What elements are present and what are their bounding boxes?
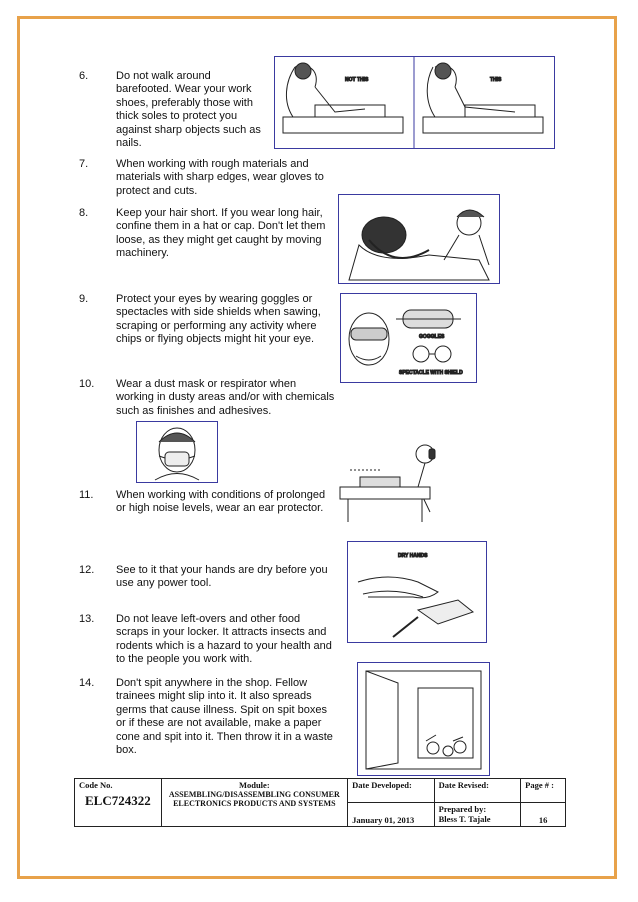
not-this-label: NOT THIS	[345, 77, 369, 83]
item-number: 9.	[79, 293, 89, 305]
ear-protector-illustration	[330, 432, 468, 524]
item-line: Do not walk around	[116, 70, 211, 82]
page-label: Page # :	[525, 780, 554, 790]
page-value: 16	[538, 815, 548, 825]
item-line: Wear a dust mask or respirator when	[116, 378, 297, 390]
item-number: 13.	[79, 613, 95, 625]
dry-hands-label: DRY HANDS	[398, 553, 428, 559]
item-line: Do not leave left-overs and other food	[116, 613, 301, 625]
module-cell	[161, 779, 348, 827]
item-line: working in dusty areas and/or with chemicals	[116, 391, 335, 404]
item-line: protect and cuts.	[116, 184, 198, 197]
item-line: box.	[116, 744, 137, 757]
item-number: 7.	[79, 158, 89, 170]
item-line: When working with rough materials and	[116, 158, 309, 170]
item-number: 14.	[79, 677, 95, 689]
item-line: nails.	[116, 137, 142, 150]
locker-illustration	[357, 662, 490, 776]
item-number: 11.	[79, 489, 94, 501]
item-line: use any power tool.	[116, 577, 212, 590]
spectacle-label: SPECTACLE WITH SHIELD	[399, 370, 463, 376]
date-developed-value: January 01, 2013	[352, 815, 415, 825]
item-line: scraps in your locker. It attracts insects and	[116, 626, 327, 639]
module-label: Module:	[238, 780, 270, 790]
item-line: trainees might slip into it. It also spreads	[116, 690, 312, 703]
item-line: materials with sharp edges, wear gloves to	[116, 171, 324, 184]
goggles-illustration	[340, 293, 477, 383]
code-value: ELC724322	[85, 793, 151, 808]
item-line: See to it that your hands are dry before you	[116, 564, 328, 576]
item-line: to the people you work with.	[116, 653, 253, 666]
item-line: chips or flying objects might hit your eye.	[116, 333, 315, 346]
item-line: or high noise levels, wear an ear protector.	[116, 502, 324, 515]
item-line: rodents which is a hazard to your health and	[116, 639, 332, 652]
date-revised-cell	[434, 779, 521, 803]
item-line: Don't spit anywhere in the shop. Fellow	[116, 677, 308, 689]
dry-hands-illustration	[347, 541, 487, 643]
item-line: barefooted. Wear your work	[116, 83, 252, 96]
item-line: or if these are not available, make a paper	[116, 717, 322, 730]
date-developed-label: Date Developed:	[352, 780, 412, 790]
item-line: Protect your eyes by wearing goggles or	[116, 293, 313, 305]
date-revised-label: Date Revised:	[438, 780, 489, 790]
prepared-by-label: Prepared by:	[438, 804, 487, 814]
item-number: 8.	[79, 207, 89, 219]
date-developed-value-cell	[348, 803, 435, 827]
this-label: THIS	[490, 77, 502, 83]
date-developed-cell	[348, 779, 435, 803]
item-line: scraping or performing any activity where	[116, 319, 317, 332]
saw-illustration	[274, 56, 555, 149]
item-line: machinery.	[116, 247, 169, 260]
page-label-cell	[521, 779, 566, 803]
item-number: 6.	[79, 70, 89, 82]
item-number: 12.	[79, 564, 95, 576]
item-line: When working with conditions of prolonged	[116, 489, 326, 501]
prepared-by-value: Bless T. Tajale	[438, 814, 491, 824]
item-line: spectacles with side shields when sawing,	[116, 306, 321, 319]
code-cell	[75, 779, 162, 827]
item-line: Keep your hair short. If you wear long hair,	[116, 207, 323, 219]
goggles-label: GOGGLES	[419, 334, 445, 340]
item-line: thick soles to protect you	[116, 110, 238, 123]
item-line: shoes, preferably those with	[116, 96, 253, 109]
hair-illustration	[338, 194, 500, 284]
item-line: cone and spit into it. Then throw it in a waste	[116, 730, 333, 743]
code-label: Code No.	[79, 780, 113, 790]
prepared-by-cell	[434, 803, 521, 827]
item-line: loose, as they might get caught by moving	[116, 233, 322, 246]
item-line: such as finishes and adhesives.	[116, 404, 272, 417]
module-title: ASSEMBLING/DISASSEMBLING CONSUMER ELECTRONICS PRODUCTS AND SYSTEMS	[168, 790, 340, 808]
item-line: confine them in a hat or cap. Don't let them	[116, 220, 326, 233]
footer-table	[74, 778, 566, 827]
item-line: germs that cause illness. Spit on spit boxes	[116, 703, 327, 716]
dust-mask-illustration	[136, 421, 218, 483]
page-value-cell	[521, 803, 566, 827]
item-number: 10.	[79, 378, 95, 390]
item-line: against sharp objects such as	[116, 123, 261, 136]
